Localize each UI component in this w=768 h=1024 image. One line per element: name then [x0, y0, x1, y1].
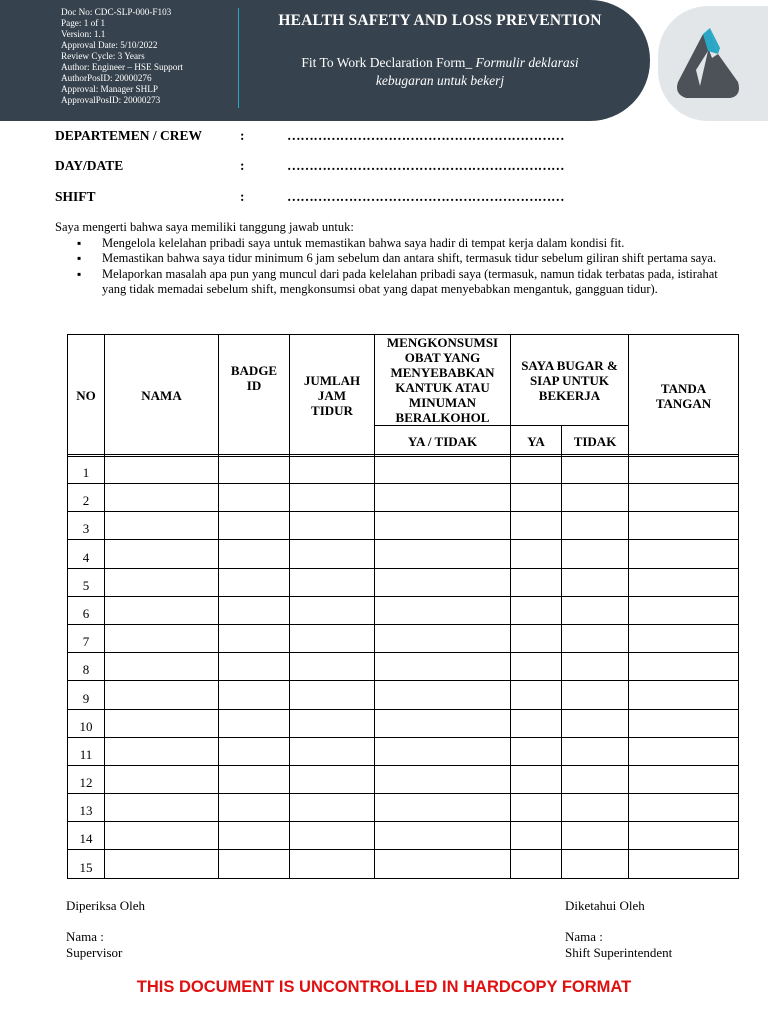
nama-cell[interactable] — [105, 681, 219, 709]
table-row — [68, 512, 739, 540]
tidak-cell[interactable] — [562, 794, 629, 822]
row-number: 15 — [68, 850, 105, 878]
jam-tidur-cell[interactable] — [290, 709, 375, 737]
ya-cell[interactable] — [511, 455, 562, 484]
meta-line: Version: 1.1 — [61, 29, 106, 39]
header-ya: YA — [511, 426, 562, 457]
header-no: NO — [68, 335, 105, 457]
jam-tidur-cell[interactable] — [290, 540, 375, 568]
acknowledged-by-role: Shift Superintendent — [565, 945, 673, 960]
tanda-tangan-cell[interactable] — [629, 624, 739, 652]
nama-cell[interactable] — [105, 484, 219, 512]
row-number: 11 — [68, 737, 105, 765]
mountain-logo-icon — [672, 24, 744, 104]
nama-cell[interactable] — [105, 596, 219, 624]
tanda-tangan-cell[interactable] — [629, 794, 739, 822]
meta-line: AuthorPosID: 20000276 — [61, 73, 152, 83]
tidak-cell[interactable] — [562, 512, 629, 540]
nama-cell[interactable] — [105, 568, 219, 596]
obat-cell[interactable] — [375, 596, 511, 624]
table-row — [68, 484, 739, 512]
declaration-table — [67, 334, 739, 457]
row-number: 12 — [68, 765, 105, 793]
row-number: 4 — [68, 540, 105, 568]
nama-cell[interactable] — [105, 512, 219, 540]
tanda-tangan-cell[interactable] — [629, 681, 739, 709]
badge-cell[interactable] — [219, 765, 290, 793]
responsibility-list — [55, 236, 725, 298]
header-ya-tidak: YA / TIDAK — [375, 426, 511, 457]
badge-cell[interactable] — [219, 568, 290, 596]
document-meta — [61, 7, 183, 106]
obat-cell[interactable] — [375, 794, 511, 822]
nama-cell[interactable] — [105, 765, 219, 793]
tanda-tangan-cell[interactable] — [629, 653, 739, 681]
row-number: 6 — [68, 596, 105, 624]
meta-line: ApprovalPosID: 20000273 — [61, 95, 161, 105]
nama-cell[interactable] — [105, 653, 219, 681]
ya-cell[interactable] — [511, 484, 562, 512]
tidak-cell[interactable] — [562, 540, 629, 568]
table-row — [68, 653, 739, 681]
obat-cell[interactable] — [375, 765, 511, 793]
jam-tidur-cell[interactable] — [290, 822, 375, 850]
ya-cell[interactable] — [511, 709, 562, 737]
badge-cell[interactable] — [219, 737, 290, 765]
badge-cell[interactable] — [219, 653, 290, 681]
obat-cell[interactable] — [375, 737, 511, 765]
tanda-tangan-cell[interactable] — [629, 822, 739, 850]
badge-cell[interactable] — [219, 455, 290, 484]
ya-cell[interactable] — [511, 681, 562, 709]
responsibility-statement — [55, 220, 725, 298]
obat-cell[interactable] — [375, 568, 511, 596]
header-badge: BADGE ID — [219, 335, 290, 457]
table-row — [68, 568, 739, 596]
row-number: 3 — [68, 512, 105, 540]
tidak-cell[interactable] — [562, 765, 629, 793]
badge-cell[interactable] — [219, 709, 290, 737]
tanda-tangan-cell[interactable] — [629, 484, 739, 512]
tidak-cell[interactable] — [562, 596, 629, 624]
declaration-rows — [67, 454, 739, 879]
table-row — [68, 709, 739, 737]
table-row — [68, 455, 739, 484]
subtitle-english: Fit To Work Declaration Form_ — [301, 55, 476, 70]
nama-cell[interactable] — [105, 850, 219, 878]
header-divider — [238, 8, 239, 108]
badge-cell[interactable] — [219, 596, 290, 624]
document-title: HEALTH SAFETY AND LOSS PREVENTION — [278, 12, 602, 29]
jam-tidur-cell[interactable] — [290, 850, 375, 878]
tanda-tangan-cell[interactable] — [629, 596, 739, 624]
meta-line: Doc No: CDC-SLP-000-F103 — [61, 7, 172, 17]
badge-cell[interactable] — [219, 540, 290, 568]
tidak-cell[interactable] — [562, 624, 629, 652]
header-obat: MENGKONSUMSI OBAT YANG MENYEBABKAN KANTUK ATAU MINUMAN BERALKOHOL — [375, 335, 511, 426]
meta-line: Review Cycle: 3 Years — [61, 51, 145, 61]
nama-cell[interactable] — [105, 737, 219, 765]
table-row — [68, 681, 739, 709]
field-blank[interactable]: ……………………………………………………… — [287, 128, 565, 143]
field-blank[interactable]: ……………………………………………………… — [287, 189, 565, 204]
ya-cell[interactable] — [511, 794, 562, 822]
header-bugar: SAYA BUGAR & SIAP UNTUK BEKERJA — [511, 335, 629, 426]
table-row — [68, 540, 739, 568]
field-colon: : — [240, 128, 245, 143]
header-tidak: TIDAK — [562, 426, 629, 457]
jam-tidur-cell[interactable] — [290, 568, 375, 596]
acknowledged-by-block — [565, 898, 672, 961]
jam-tidur-cell[interactable] — [290, 794, 375, 822]
field-colon: : — [240, 189, 245, 204]
obat-cell[interactable] — [375, 653, 511, 681]
row-number: 8 — [68, 653, 105, 681]
acknowledged-by-title: Diketahui Oleh — [565, 898, 645, 913]
tidak-cell[interactable] — [562, 737, 629, 765]
tidak-cell[interactable] — [562, 568, 629, 596]
jam-tidur-cell[interactable] — [290, 765, 375, 793]
row-number: 2 — [68, 484, 105, 512]
meta-line: Author: Engineer – HSE Support — [61, 62, 183, 72]
table-row — [68, 850, 739, 878]
list-item: ▪ Mengelola kelelahan pribadi saya untuk memastikan bahwa saya hadir di tempat kerja dalam kondisi fit. — [55, 236, 725, 252]
jam-tidur-cell[interactable] — [290, 596, 375, 624]
tidak-cell[interactable] — [562, 484, 629, 512]
jam-tidur-cell[interactable] — [290, 624, 375, 652]
tidak-cell[interactable] — [562, 455, 629, 484]
header-jam-tidur: JUMLAH JAM TIDUR — [290, 335, 375, 457]
field-blank[interactable]: ……………………………………………………… — [287, 158, 565, 173]
field-label: DAY/DATE — [55, 158, 124, 173]
obat-cell[interactable] — [375, 540, 511, 568]
meta-line: Approval Date: 5/10/2022 — [61, 40, 158, 50]
ya-cell[interactable] — [511, 624, 562, 652]
table-row — [68, 624, 739, 652]
checked-by-name[interactable]: Nama : — [66, 929, 104, 944]
ya-cell[interactable] — [511, 850, 562, 878]
tanda-tangan-cell[interactable] — [629, 540, 739, 568]
badge-cell[interactable] — [219, 794, 290, 822]
row-number: 14 — [68, 822, 105, 850]
statement-lead: Saya mengerti bahwa saya memiliki tanggung jawab untuk: — [55, 220, 354, 234]
nama-cell[interactable] — [105, 540, 219, 568]
tidak-cell[interactable] — [562, 850, 629, 878]
header-banner — [0, 0, 650, 121]
tanda-tangan-cell[interactable] — [629, 709, 739, 737]
checked-by-title: Diperiksa Oleh — [66, 898, 146, 913]
obat-cell[interactable] — [375, 455, 511, 484]
table-row — [68, 822, 739, 850]
obat-cell[interactable] — [375, 850, 511, 878]
ya-cell[interactable] — [511, 653, 562, 681]
row-number: 7 — [68, 624, 105, 652]
row-number: 1 — [68, 455, 105, 484]
tanda-tangan-cell[interactable] — [629, 737, 739, 765]
table-row — [68, 765, 739, 793]
obat-cell[interactable] — [375, 709, 511, 737]
tanda-tangan-cell[interactable] — [629, 512, 739, 540]
ya-cell[interactable] — [511, 512, 562, 540]
meta-line: Approval: Manager SHLP — [61, 84, 158, 94]
tanda-tangan-cell[interactable] — [629, 455, 739, 484]
row-number: 5 — [68, 568, 105, 596]
field-label: DEPARTEMEN / CREW — [55, 128, 203, 143]
meta-line: Page: 1 of 1 — [61, 18, 106, 28]
nama-cell[interactable] — [105, 624, 219, 652]
row-number: 9 — [68, 681, 105, 709]
badge-cell[interactable] — [219, 822, 290, 850]
ya-cell[interactable] — [511, 822, 562, 850]
tanda-tangan-cell[interactable] — [629, 568, 739, 596]
tidak-cell[interactable] — [562, 709, 629, 737]
ya-cell[interactable] — [511, 737, 562, 765]
ya-cell[interactable] — [511, 540, 562, 568]
table-row — [68, 596, 739, 624]
nama-cell[interactable] — [105, 794, 219, 822]
obat-cell[interactable] — [375, 624, 511, 652]
jam-tidur-cell[interactable] — [290, 653, 375, 681]
field-label: SHIFT — [55, 189, 96, 204]
table-row — [68, 794, 739, 822]
badge-cell[interactable] — [219, 850, 290, 878]
obat-cell[interactable] — [375, 822, 511, 850]
badge-cell[interactable] — [219, 681, 290, 709]
ya-cell[interactable] — [511, 765, 562, 793]
badge-cell[interactable] — [219, 624, 290, 652]
table-row — [68, 737, 739, 765]
nama-cell[interactable] — [105, 822, 219, 850]
tidak-cell[interactable] — [562, 681, 629, 709]
list-item: ▪ Melaporkan masalah apa pun yang muncul dari pada kelelahan pribadi saya (termasuk, namun tidak terbatas pada, istirahat yang tidak memadai sebelum shift, mengkonsumsi obat yang dapat menyebabkan mengantuk, gangguan tidur). — [55, 267, 725, 298]
list-item: ▪ Memastikan bahwa saya tidur minimum 6 jam sebelum dan antara shift, termasuk tidur sebelum giliran shift pertama saya. — [55, 251, 725, 267]
acknowledged-by-name[interactable]: Nama : — [565, 929, 603, 944]
checked-by-role: Supervisor — [66, 945, 123, 960]
jam-tidur-cell[interactable] — [290, 455, 375, 484]
form-subtitle — [240, 55, 640, 71]
uncontrolled-notice: THIS DOCUMENT IS UNCONTROLLED IN HARDCOPY FORMAT — [136, 978, 632, 996]
jam-tidur-cell[interactable] — [290, 484, 375, 512]
badge-cell[interactable] — [219, 512, 290, 540]
field-colon: : — [240, 158, 245, 173]
tidak-cell[interactable] — [562, 653, 629, 681]
checked-by-block — [66, 898, 145, 961]
obat-cell[interactable] — [375, 512, 511, 540]
header-nama: NAMA — [105, 335, 219, 457]
tidak-cell[interactable] — [562, 822, 629, 850]
tanda-tangan-cell[interactable] — [629, 765, 739, 793]
badge-cell[interactable] — [219, 484, 290, 512]
subtitle-indonesian: Formulir deklarasi — [475, 55, 579, 70]
jam-tidur-cell[interactable] — [290, 512, 375, 540]
obat-cell[interactable] — [375, 484, 511, 512]
nama-cell[interactable] — [105, 709, 219, 737]
jam-tidur-cell[interactable] — [290, 681, 375, 709]
subtitle-indonesian-cont: kebugaran untuk bekerj — [375, 73, 505, 88]
logo-panel — [658, 6, 768, 121]
tanda-tangan-cell[interactable] — [629, 850, 739, 878]
obat-cell[interactable] — [375, 681, 511, 709]
jam-tidur-cell[interactable] — [290, 737, 375, 765]
row-number: 10 — [68, 709, 105, 737]
nama-cell[interactable] — [105, 455, 219, 484]
row-number: 13 — [68, 794, 105, 822]
ya-cell[interactable] — [511, 596, 562, 624]
header-tanda-tangan: TANDA TANGAN — [629, 335, 739, 457]
ya-cell[interactable] — [511, 568, 562, 596]
